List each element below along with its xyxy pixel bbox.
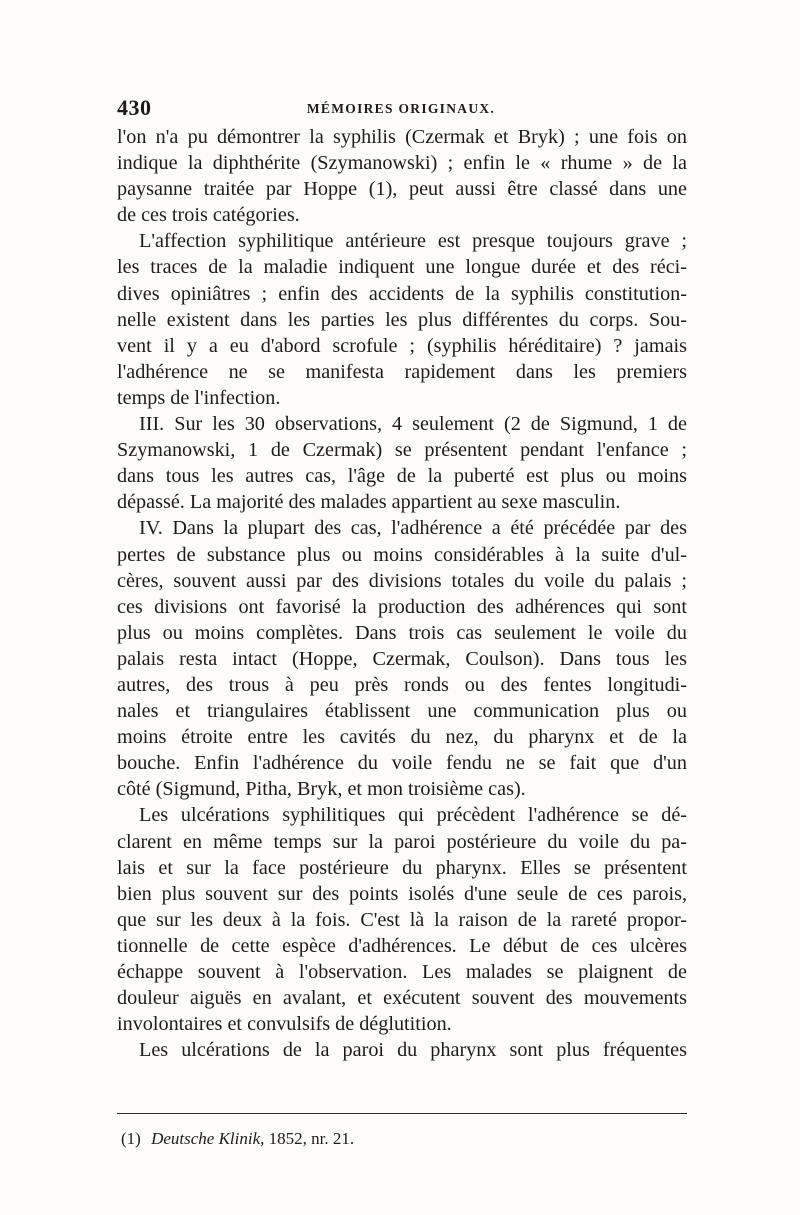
text-line: les traces de la maladie indiquent une longue durée et des réci- bbox=[117, 256, 687, 279]
text-line: dives opiniâtres ; enfin des accidents de la syphilis constitution- bbox=[117, 282, 687, 305]
footnote bbox=[121, 1129, 354, 1149]
text-line: ces divisions ont favorisé la production des adhérences qui sont bbox=[117, 595, 687, 618]
text-line: que sur les deux à la fois. C'est là la raison de la rareté propor- bbox=[117, 908, 687, 931]
text-line: nales et triangulaires établissent une communication plus ou bbox=[117, 700, 687, 723]
footnote-detail: 1852, nr. 21. bbox=[268, 1129, 355, 1148]
text-line: tionnelle de cette espèce d'adhérences. Le début de ces ulcères bbox=[117, 934, 687, 957]
text-line: échappe souvent à l'observation. Les malades se plaignent de bbox=[117, 961, 687, 983]
text-line: indique la diphthérite (Szymanowski) ; enfin le « rhume » de la bbox=[117, 152, 687, 175]
footnote-journal: Deutsche Klinik, bbox=[151, 1129, 265, 1148]
text-line: bien plus souvent sur des points isolés d'une seule de ces parois, bbox=[117, 882, 687, 905]
page-header bbox=[117, 95, 685, 125]
text-line: dans tous les autres cas, l'âge de la puberté est plus ou moins bbox=[117, 465, 687, 488]
text-line: côté (Sigmund, Pitha, Bryk, et mon troisième cas). bbox=[117, 778, 526, 801]
page-number: 430 bbox=[117, 95, 152, 120]
text-line: l'on n'a pu démontrer la syphilis (Czermak et Bryk) ; une fois on bbox=[117, 126, 687, 148]
text-line: de ces trois catégories. bbox=[117, 204, 300, 227]
text-line: autres, des trous à peu près ronds ou des fentes longitudi- bbox=[117, 673, 687, 696]
text-line: vent il y a eu d'abord scrofule ; (syphilis héréditaire) ? jamais bbox=[117, 334, 687, 357]
text-line: clarent en même temps sur la paroi postérieure du voile du pa- bbox=[117, 830, 687, 853]
text-line: douleur aiguës en avalant, et exécutent souvent des mouvements bbox=[117, 987, 687, 1010]
text-line: l'adhérence ne se manifesta rapidement dans les premiers bbox=[117, 360, 687, 383]
text-line: paysanne traitée par Hoppe (1), peut aussi être classé dans une bbox=[117, 178, 687, 201]
text-line: Les ulcérations de la paroi du pharynx sont plus fréquentes bbox=[139, 1039, 687, 1062]
text-line: nelle existent dans les parties les plus différentes du corps. Sou- bbox=[117, 308, 687, 331]
text-line: bouche. Enfin l'adhérence du voile fendu ne se fait que d'un bbox=[117, 752, 687, 775]
footnote-marker: (1) bbox=[121, 1129, 141, 1148]
text-line: cères, souvent aussi par des divisions totales du voile du palais ; bbox=[117, 569, 687, 592]
text-line: involontaires et convulsifs de déglutition. bbox=[117, 1013, 452, 1036]
footnote-rule bbox=[117, 1113, 687, 1114]
text-line: palais resta intact (Hoppe, Czermak, Coulson). Dans tous les bbox=[117, 647, 687, 670]
text-line: III. Sur les 30 observations, 4 seulement (2 de Sigmund, 1 de bbox=[139, 413, 687, 436]
text-line: moins étroite entre les cavités du nez, du pharynx et de la bbox=[117, 726, 687, 749]
text-line: L'affection syphilitique antérieure est presque toujours grave ; bbox=[139, 230, 687, 253]
text-line: dépassé. La majorité des malades appartient au sexe masculin. bbox=[117, 491, 621, 514]
running-title: MÉMOIRES ORIGINAUX. bbox=[306, 101, 496, 116]
text-line: lais et sur la face postérieure du pharynx. Elles se présentent bbox=[117, 856, 687, 879]
text-line: pertes de substance plus ou moins considérables à la suite d'ul- bbox=[117, 543, 687, 566]
text-line: IV. Dans la plupart des cas, l'adhérence a été précédée par des bbox=[139, 517, 687, 540]
text-line: Les ulcérations syphilitiques qui précèdent l'adhérence se dé- bbox=[139, 804, 687, 827]
text-line: Szymanowski, 1 de Czermak) se présentent pendant l'enfance ; bbox=[117, 439, 687, 462]
body-text bbox=[117, 124, 687, 1063]
text-line: temps de l'infection. bbox=[117, 386, 281, 409]
text-line: plus ou moins complètes. Dans trois cas seulement le voile du bbox=[117, 621, 687, 644]
